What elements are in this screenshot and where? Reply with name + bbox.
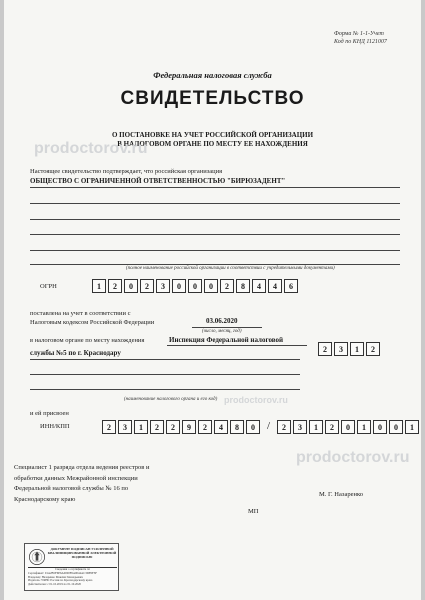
kpp-digit: 2	[325, 420, 339, 434]
kpp-digit: 0	[341, 420, 355, 434]
certificate-info-line: Издатель: УФНС России по Краснодарскому краю	[28, 578, 93, 583]
ogrn-digit: 0	[188, 279, 202, 293]
assigned-text: и ей присвоен	[30, 410, 69, 417]
ogrn-digit: 8	[236, 279, 250, 293]
inn-digit: 2	[150, 420, 164, 434]
inn-digit: 3	[118, 420, 132, 434]
position-line: Краснодарскому краю	[14, 495, 76, 503]
rule	[30, 219, 400, 220]
inn-digit: 8	[230, 420, 244, 434]
ogrn-digit: 4	[252, 279, 266, 293]
stamp-placeholder: МП	[248, 508, 259, 515]
knd-code-text: Код по КНД 1121007	[334, 39, 387, 45]
registered-text-2: Налоговым кодексом Российской Федерации	[30, 319, 155, 326]
signatory-position	[14, 463, 149, 505]
ogrn-label: ОГРН	[40, 283, 57, 290]
ogrn-digit: 2	[140, 279, 154, 293]
organization-caption: (полное наименование российской организации в соответствии с учредительными документами)	[126, 266, 335, 271]
rule	[30, 187, 400, 188]
ogrn-digit: 2	[220, 279, 234, 293]
authority-prefix: в налоговом органе по месту нахождения	[30, 337, 145, 344]
ogrn-digit: 4	[268, 279, 282, 293]
inn-cells	[102, 420, 262, 434]
ogrn-digit: 0	[124, 279, 138, 293]
authority-name-1: Инспекция Федеральной налоговой	[169, 336, 284, 344]
inn-digit: 2	[198, 420, 212, 434]
inn-digit: 1	[134, 420, 148, 434]
certificate-info	[28, 568, 117, 587]
kpp-digit: 0	[389, 420, 403, 434]
digital-signature-block	[24, 543, 119, 591]
subtitle-line-1: О ПОСТАНОВКЕ НА УЧЕТ РОССИЙСКОЙ ОРГАНИЗАЦИИ	[111, 131, 314, 139]
ogrn-digit: 0	[204, 279, 218, 293]
kpp-digit: 3	[293, 420, 307, 434]
registration-date: 03.06.2020	[206, 317, 238, 325]
authority-code-digit: 3	[334, 342, 348, 356]
inn-digit: 4	[214, 420, 228, 434]
agency-name: Федеральная налоговая служба	[153, 70, 272, 80]
kpp-cells	[277, 420, 421, 434]
organization-name: ОБЩЕСТВО С ОГРАНИЧЕННОЙ ОТВЕТСТВЕННОСТЬЮ "БИРЮЗАДЕНТ"	[30, 177, 286, 185]
signatory-name: М. Г. Назаренко	[319, 491, 364, 498]
inn-digit: 9	[182, 420, 196, 434]
certificate-info-line: Действителен: с 01.10.2019 по 01.10.2020	[28, 582, 82, 587]
document-title: СВИДЕТЕЛЬСТВО	[120, 88, 305, 109]
rule	[30, 389, 300, 390]
position-line: Специалист 1 разряда отдела ведения реестров и	[14, 464, 150, 471]
authority-caption: (наименование налогового органа и его код)	[124, 397, 218, 402]
kpp-digit: 0	[373, 420, 387, 434]
inn-kpp-label: ИНН/КПП	[40, 423, 70, 430]
position-line: Федеральной налоговой службы № 16 по	[14, 485, 129, 492]
ogrn-digit: 6	[284, 279, 298, 293]
form-number-text: Форма № 1-1-Учет	[334, 31, 384, 37]
rule	[30, 203, 400, 204]
rule	[167, 345, 307, 346]
ogrn-digit: 3	[156, 279, 170, 293]
kpp-digit: 2	[277, 420, 291, 434]
kpp-digit: 1	[405, 420, 419, 434]
subtitle-line-2: В НАЛОГОВОМ ОРГАНЕ ПО МЕСТУ ЕЕ НАХОЖДЕНИЯ	[117, 140, 308, 148]
inn-digit: 0	[246, 420, 260, 434]
rule	[30, 234, 400, 235]
digital-signature-title: ДОКУМЕНТ ПОДПИСАН УСИЛЕННОЙ КВАЛИФИЦИРОВАННОЙ ЭЛЕКТРОННОЙ ПОДПИСЬЮ	[47, 547, 117, 559]
authority-code-digit: 1	[350, 342, 364, 356]
watermark-small: prodoctorov.ru	[224, 395, 288, 405]
certificate-info-line: Сертификат: 01A2B5F6E6A0000F6A0044AC3DF6F3F	[28, 570, 97, 575]
authority-code-digit: 2	[366, 342, 380, 356]
ogrn-digit: 0	[172, 279, 186, 293]
watermark: prodoctorov.ru	[296, 449, 410, 466]
certificate-info-line: Владелец: Назаренко Максим Геннадьевич	[28, 574, 83, 579]
rule	[30, 359, 300, 360]
rule	[192, 327, 262, 328]
rule	[30, 264, 400, 265]
inn-digit: 2	[102, 420, 116, 434]
kpp-digit: 1	[357, 420, 371, 434]
certificate-page	[4, 0, 421, 600]
rule	[30, 374, 300, 375]
form-number	[334, 30, 387, 46]
authority-code-cells	[318, 342, 382, 356]
emblem-icon	[28, 548, 46, 566]
inn-digit: 2	[166, 420, 180, 434]
date-caption: (число, месяц, год)	[202, 329, 242, 334]
kpp-digit: 1	[309, 420, 323, 434]
intro-text: Настоящее свидетельство подтверждает, что российская организация	[30, 168, 223, 175]
ogrn-digit: 1	[92, 279, 106, 293]
inn-kpp-separator: /	[267, 420, 271, 432]
certificate-info-line: Сведения о сертификате эп	[55, 567, 90, 571]
authority-name-2: службы №5 по г. Краснодару	[30, 349, 121, 357]
position-line: обработки данных Межрайонной инспекции	[14, 474, 138, 482]
watermark: prodoctorov.ru	[34, 140, 148, 157]
rule	[30, 250, 400, 251]
ogrn-digit: 2	[108, 279, 122, 293]
authority-code-digit: 2	[318, 342, 332, 356]
ogrn-cells	[92, 279, 300, 293]
registered-text-1: поставлена на учет в соответствии с	[30, 310, 131, 317]
